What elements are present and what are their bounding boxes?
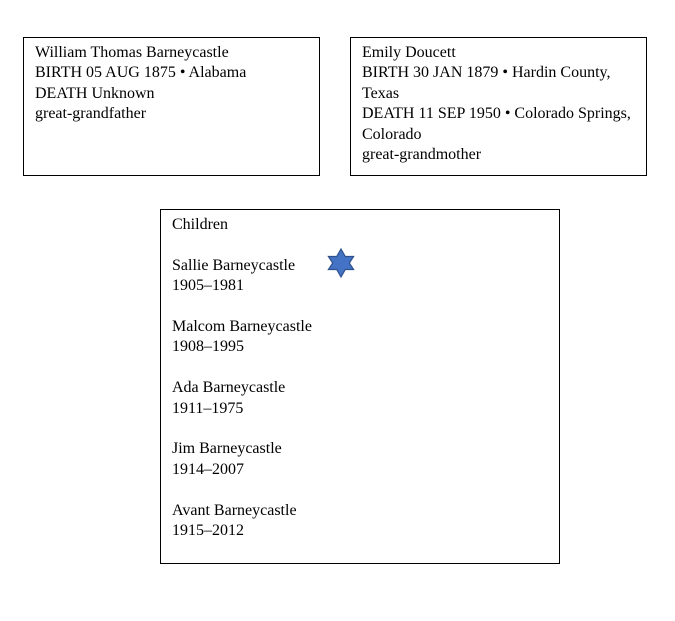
child-name: Malcom Barneycastle (172, 318, 312, 335)
father-card (23, 37, 320, 176)
mother-death: DEATH 11 SEP 1950 • Colorado Springs, Colorado (362, 105, 631, 143)
child-entry (172, 256, 548, 297)
mother-relation: great-grandmother (362, 146, 482, 164)
children-heading: Children (172, 216, 228, 233)
child-years: 1914–2007 (172, 460, 244, 478)
child-years: 1905–1981 (172, 277, 244, 295)
father-name: William Thomas Barneycastle (35, 44, 229, 61)
child-years: 1915–2012 (172, 522, 244, 540)
mother-name: Emily Doucett (362, 44, 456, 61)
mother-card (350, 37, 647, 176)
father-birth: BIRTH 05 AUG 1875 • Alabama (35, 64, 247, 82)
father-relation: great-grandfather (35, 105, 147, 123)
child-entry (172, 317, 548, 358)
child-entry (172, 439, 548, 480)
children-card (160, 209, 560, 564)
mother-birth: BIRTH 30 JAN 1879 • Hardin County, Texas (362, 64, 611, 102)
child-name: Ada Barneycastle (172, 379, 286, 397)
child-name: Avant Barneycastle (172, 501, 297, 519)
child-years: 1911–1975 (172, 399, 244, 417)
star-icon (327, 248, 355, 278)
child-name: Sallie Barneycastle (172, 256, 296, 274)
star-icon-shape (328, 249, 353, 277)
child-years: 1908–1995 (172, 338, 244, 356)
child-entry (172, 501, 548, 542)
child-name: Jim Barneycastle (172, 440, 282, 458)
child-entry (172, 378, 548, 419)
father-death: DEATH Unknown (35, 84, 155, 102)
